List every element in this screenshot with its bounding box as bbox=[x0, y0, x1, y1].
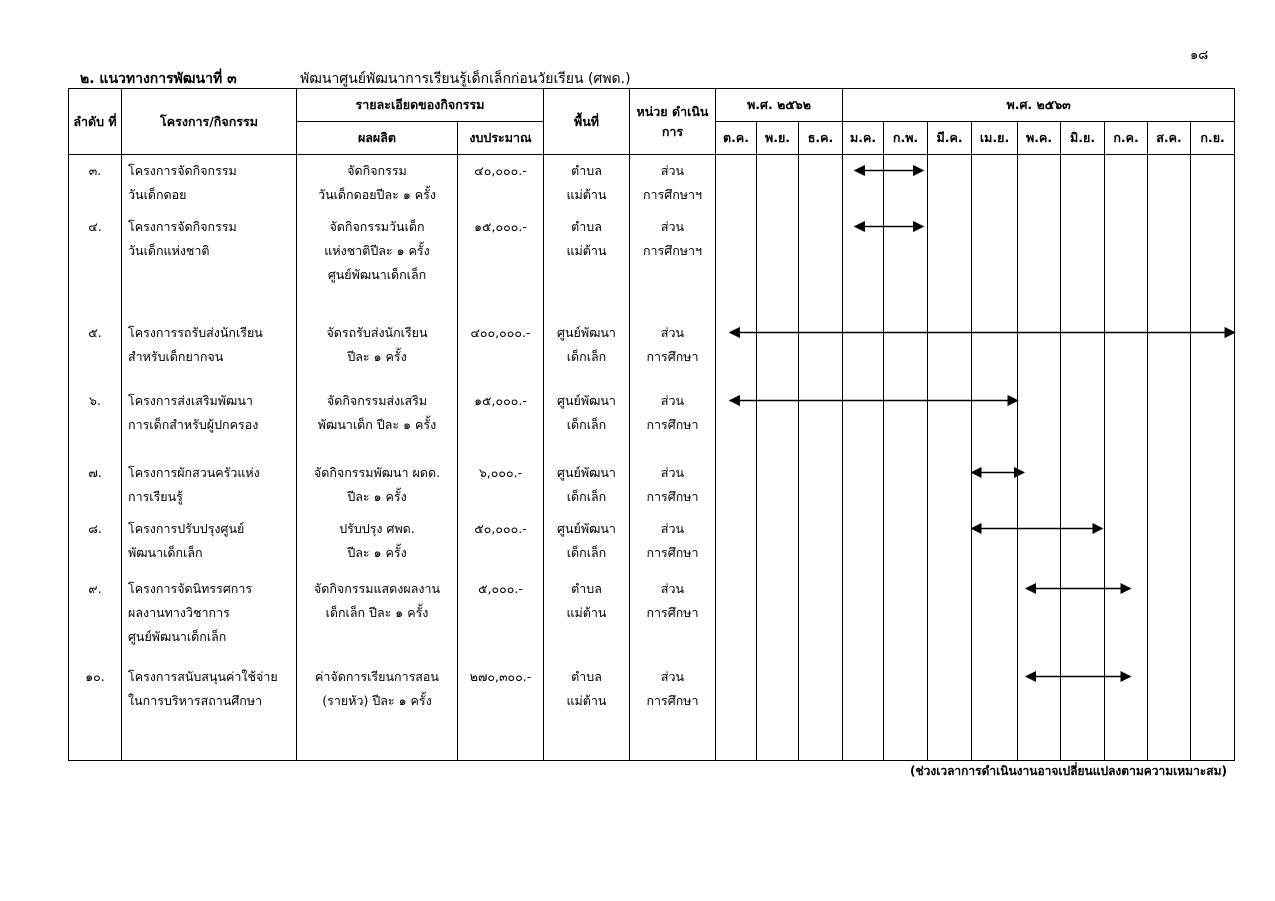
month-cell bbox=[1018, 155, 1061, 211]
responsible-unit bbox=[630, 317, 716, 385]
cell-line: เด็กเล็ก bbox=[566, 544, 607, 560]
header-details: รายละเอียดของกิจกรรม bbox=[297, 89, 544, 122]
month-cell bbox=[757, 513, 799, 573]
month-cell bbox=[1061, 513, 1105, 573]
cell-line: โครงการปรับปรุงศูนย์ bbox=[128, 520, 245, 536]
month-cell bbox=[972, 155, 1018, 211]
month-cell bbox=[1105, 155, 1148, 211]
header-month: ธ.ค. bbox=[799, 122, 843, 155]
row-number: ๘. bbox=[69, 513, 122, 573]
month-cell bbox=[884, 211, 928, 317]
month-cell bbox=[1148, 513, 1191, 573]
cell-line: ส่วน bbox=[660, 324, 685, 340]
area bbox=[544, 385, 630, 457]
table-row bbox=[69, 513, 1235, 573]
month-cell bbox=[928, 211, 972, 317]
project-name bbox=[122, 573, 297, 661]
month-cell bbox=[716, 211, 757, 317]
cell-line: โครงการสนับสนุนค่าใช้จ่าย bbox=[128, 668, 278, 684]
cell-line: ส่วน bbox=[660, 464, 685, 480]
cell-line: การศึกษา bbox=[646, 416, 699, 432]
month-cell bbox=[884, 573, 928, 661]
month-cell bbox=[928, 457, 972, 513]
cell-line: จัดกิจกรรมพัฒนา ผดด. bbox=[313, 464, 441, 480]
month-cell bbox=[928, 573, 972, 661]
month-cell bbox=[1191, 513, 1235, 573]
cell-line: วันเด็กดอย bbox=[128, 187, 187, 202]
month-cell bbox=[1061, 317, 1105, 385]
header-month: เม.ย. bbox=[972, 122, 1018, 155]
project-name bbox=[122, 155, 297, 211]
cell-line: ปีละ ๑ ครั้ง bbox=[347, 544, 407, 560]
cell-line: โครงการผักสวนครัวแห่ง bbox=[128, 464, 260, 480]
row-number: ๙. bbox=[69, 573, 122, 661]
cell-line: แม่ต้าน bbox=[566, 187, 607, 202]
cell-line: ศูนย์พัฒนา bbox=[557, 392, 616, 408]
output-description bbox=[297, 457, 458, 513]
cell-line: ปรับปรุง ศพด. bbox=[339, 520, 415, 536]
header-unit: หน่วย ดำเนินการ bbox=[630, 89, 716, 155]
responsible-unit bbox=[630, 385, 716, 457]
cell-line: โครงการส่งเสริมพัฒนา bbox=[128, 392, 253, 408]
month-cell bbox=[1105, 573, 1148, 661]
project-name bbox=[122, 513, 297, 573]
cell-line: พัฒนาเด็ก ปีละ ๑ ครั้ง bbox=[317, 416, 437, 432]
responsible-unit bbox=[630, 457, 716, 513]
month-cell bbox=[928, 385, 972, 457]
cell-line: จัดกิจกรรมส่งเสริม bbox=[326, 392, 428, 408]
month-cell bbox=[757, 573, 799, 661]
month-cell bbox=[1148, 211, 1191, 317]
section-subheading: พัฒนาศูนย์พัฒนาการเรียนรู้เด็กเล็กก่อนวัยเรียน (ศพด.) bbox=[300, 71, 631, 87]
month-cell bbox=[843, 661, 884, 761]
header-month: ส.ค. bbox=[1148, 122, 1191, 155]
project-name bbox=[122, 661, 297, 761]
month-cell bbox=[799, 211, 843, 317]
month-cell bbox=[884, 155, 928, 211]
month-cell bbox=[1105, 317, 1148, 385]
month-cell bbox=[716, 573, 757, 661]
month-cell bbox=[799, 661, 843, 761]
month-cell bbox=[1148, 155, 1191, 211]
month-cell bbox=[884, 457, 928, 513]
cell-line: การศึกษาฯ bbox=[642, 242, 703, 258]
month-cell bbox=[757, 155, 799, 211]
project-name bbox=[122, 211, 297, 317]
month-cell bbox=[928, 661, 972, 761]
cell-line: พัฒนาเด็กเล็ก bbox=[128, 544, 203, 560]
month-cell bbox=[1191, 457, 1235, 513]
cell-line: การศึกษา bbox=[646, 692, 699, 708]
month-cell bbox=[1061, 457, 1105, 513]
month-cell bbox=[799, 573, 843, 661]
cell-line: การเรียนรู้ bbox=[128, 488, 183, 504]
table-row bbox=[69, 211, 1235, 317]
table-row bbox=[69, 155, 1235, 211]
responsible-unit bbox=[630, 513, 716, 573]
month-cell bbox=[1018, 513, 1061, 573]
month-cell bbox=[972, 385, 1018, 457]
output-description bbox=[297, 573, 458, 661]
month-cell bbox=[716, 155, 757, 211]
cell-line: โครงการจัดนิทรรศการ bbox=[128, 580, 253, 596]
month-cell bbox=[1191, 317, 1235, 385]
cell-line: เด็กเล็ก bbox=[566, 416, 607, 432]
output-description bbox=[297, 211, 458, 317]
table-row bbox=[69, 573, 1235, 661]
month-cell bbox=[972, 317, 1018, 385]
header-budget: งบประมาณ bbox=[458, 122, 544, 155]
cell-line: แม่ต้าน bbox=[566, 692, 607, 708]
month-cell bbox=[1018, 211, 1061, 317]
cell-line: ค่าจัดการเรียนการสอน bbox=[315, 668, 439, 684]
header-month: พ.ค. bbox=[1018, 122, 1061, 155]
month-cell bbox=[1148, 385, 1191, 457]
month-cell bbox=[843, 385, 884, 457]
header-month: ม.ค. bbox=[843, 122, 884, 155]
row-number: ๔. bbox=[69, 211, 122, 317]
cell-line: ผลงานทางวิชาการ bbox=[128, 604, 230, 620]
header-month: พ.ย. bbox=[757, 122, 799, 155]
cell-line: เด็กเล็ก bbox=[566, 348, 607, 364]
month-cell bbox=[928, 513, 972, 573]
month-cell bbox=[799, 513, 843, 573]
cell-line: การศึกษา bbox=[646, 488, 699, 504]
cell-line: ส่วน bbox=[660, 218, 685, 234]
cell-line: สำหรับเด็กยากจน bbox=[128, 348, 224, 364]
month-cell bbox=[928, 155, 972, 211]
output-description bbox=[297, 661, 458, 761]
month-cell bbox=[1191, 211, 1235, 317]
month-cell bbox=[799, 385, 843, 457]
header-year-2563: พ.ศ. ๒๕๖๓ bbox=[843, 89, 1235, 122]
budget: ๒๗๐,๓๐๐.- bbox=[458, 661, 544, 761]
header-month: มี.ค. bbox=[928, 122, 972, 155]
responsible-unit bbox=[630, 573, 716, 661]
project-name bbox=[122, 457, 297, 513]
area bbox=[544, 155, 630, 211]
budget: ๑๕,๐๐๐.- bbox=[458, 385, 544, 457]
month-cell bbox=[1191, 661, 1235, 761]
header-month: ก.ค. bbox=[1105, 122, 1148, 155]
area bbox=[544, 513, 630, 573]
header-year-2562: พ.ศ. ๒๕๖๒ bbox=[716, 89, 843, 122]
month-cell bbox=[972, 211, 1018, 317]
month-cell bbox=[928, 317, 972, 385]
cell-line: ปีละ ๑ ครั้ง bbox=[347, 348, 407, 364]
month-cell bbox=[884, 317, 928, 385]
month-cell bbox=[1018, 573, 1061, 661]
month-cell bbox=[1061, 155, 1105, 211]
cell-line: การศึกษา bbox=[646, 604, 699, 620]
month-cell bbox=[884, 661, 928, 761]
cell-line: จัดกิจกรรมวันเด็ก bbox=[329, 218, 425, 234]
header-month: ก.ย. bbox=[1191, 122, 1235, 155]
area bbox=[544, 211, 630, 317]
cell-line: ศูนย์พัฒนา bbox=[557, 324, 616, 340]
cell-line: เด็กเล็ก ปีละ ๑ ครั้ง bbox=[325, 604, 429, 620]
month-cell bbox=[1105, 457, 1148, 513]
month-cell bbox=[884, 385, 928, 457]
month-cell bbox=[843, 155, 884, 211]
cell-line: ศูนย์พัฒนาเด็กเล็ก bbox=[327, 266, 427, 282]
month-cell bbox=[972, 573, 1018, 661]
cell-line: ตำบล bbox=[571, 580, 602, 596]
month-cell bbox=[716, 513, 757, 573]
month-cell bbox=[1018, 317, 1061, 385]
cell-line: วันเด็กดอยปีละ ๑ ครั้ง bbox=[318, 187, 436, 202]
area bbox=[544, 661, 630, 761]
cell-line: ตำบล bbox=[571, 218, 602, 234]
header-month: มิ.ย. bbox=[1061, 122, 1105, 155]
month-cell bbox=[757, 385, 799, 457]
month-cell bbox=[716, 385, 757, 457]
cell-line: การศึกษาฯ bbox=[642, 187, 703, 202]
cell-line: โครงการจัดกิจกรรม bbox=[128, 218, 237, 234]
cell-line: การเด็กสำหรับผู้ปกครอง bbox=[128, 416, 259, 432]
output-description bbox=[297, 385, 458, 457]
cell-line: แม่ต้าน bbox=[566, 604, 607, 620]
cell-line: ส่วน bbox=[660, 520, 685, 536]
cell-line: วันเด็กแห่งชาติ bbox=[128, 242, 210, 258]
row-number: ๓. bbox=[69, 155, 122, 211]
output-description bbox=[297, 513, 458, 573]
output-description bbox=[297, 155, 458, 211]
table-row bbox=[69, 661, 1235, 761]
cell-line: โครงการจัดกิจกรรม bbox=[128, 163, 237, 178]
header-no: ลำดับ ที่ bbox=[69, 89, 122, 155]
cell-line: โครงการรถรับส่งนักเรียน bbox=[128, 324, 263, 340]
month-cell bbox=[716, 457, 757, 513]
cell-line: การศึกษา bbox=[646, 348, 699, 364]
month-cell bbox=[843, 573, 884, 661]
budget: ๔๐,๐๐๐.- bbox=[458, 155, 544, 211]
month-cell bbox=[843, 211, 884, 317]
cell-line: ศูนย์พัฒนาเด็กเล็ก bbox=[128, 628, 227, 644]
month-cell bbox=[799, 155, 843, 211]
footnote: (ช่วงเวลาการดำเนินงานอาจเปลี่ยนแปลงตามความเหมาะสม) bbox=[910, 764, 1227, 778]
month-cell bbox=[1061, 385, 1105, 457]
month-cell bbox=[1105, 385, 1148, 457]
table-row bbox=[69, 457, 1235, 513]
month-cell bbox=[1061, 661, 1105, 761]
area bbox=[544, 317, 630, 385]
cell-line: จัดรถรับส่งนักเรียน bbox=[326, 324, 428, 340]
month-cell bbox=[716, 317, 757, 385]
responsible-unit bbox=[630, 211, 716, 317]
month-cell bbox=[1191, 155, 1235, 211]
cell-line: ในการบริหารสถานศึกษา bbox=[128, 692, 263, 708]
budget: ๕,๐๐๐.- bbox=[458, 573, 544, 661]
output-description bbox=[297, 317, 458, 385]
month-cell bbox=[1191, 385, 1235, 457]
cell-line: จัดกิจกรรมแสดงผลงาน bbox=[313, 580, 441, 596]
cell-line: จัดกิจกรรม bbox=[347, 163, 407, 178]
section-heading: ๒. แนวทางการพัฒนาที่ ๓ bbox=[80, 71, 237, 87]
cell-line: (รายหัว) ปีละ ๑ ครั้ง bbox=[322, 692, 432, 708]
month-cell bbox=[843, 457, 884, 513]
month-cell bbox=[972, 457, 1018, 513]
month-cell bbox=[1148, 573, 1191, 661]
cell-line: แห่งชาติปีละ ๑ ครั้ง bbox=[324, 242, 430, 258]
area bbox=[544, 457, 630, 513]
header-project: โครงการ/กิจกรรม bbox=[122, 89, 297, 155]
budget: ๑๕,๐๐๐.- bbox=[458, 211, 544, 317]
project-name bbox=[122, 385, 297, 457]
cell-line: ส่วน bbox=[660, 163, 685, 178]
table-row bbox=[69, 317, 1235, 385]
month-cell bbox=[1148, 661, 1191, 761]
header-area: พื้นที่ bbox=[544, 89, 630, 155]
month-cell bbox=[1148, 317, 1191, 385]
activity-plan-table bbox=[68, 88, 1235, 761]
month-cell bbox=[843, 513, 884, 573]
project-name bbox=[122, 317, 297, 385]
month-cell bbox=[1018, 385, 1061, 457]
cell-line: ส่วน bbox=[660, 668, 685, 684]
header-month: ต.ค. bbox=[716, 122, 757, 155]
month-cell bbox=[799, 317, 843, 385]
month-cell bbox=[716, 661, 757, 761]
budget: ๖,๐๐๐.- bbox=[458, 457, 544, 513]
budget: ๕๐,๐๐๐.- bbox=[458, 513, 544, 573]
month-cell bbox=[1148, 457, 1191, 513]
cell-line: เด็กเล็ก bbox=[566, 488, 607, 504]
cell-line: ตำบล bbox=[571, 668, 602, 684]
header-output: ผลผลิต bbox=[297, 122, 458, 155]
row-number: ๕. bbox=[69, 317, 122, 385]
month-cell bbox=[1105, 211, 1148, 317]
cell-line: ปีละ ๑ ครั้ง bbox=[347, 488, 407, 504]
cell-line: ตำบล bbox=[571, 163, 602, 178]
area bbox=[544, 573, 630, 661]
month-cell bbox=[1105, 661, 1148, 761]
month-cell bbox=[884, 513, 928, 573]
row-number: ๗. bbox=[69, 457, 122, 513]
row-number: ๖. bbox=[69, 385, 122, 457]
month-cell bbox=[1191, 573, 1235, 661]
table-row bbox=[69, 385, 1235, 457]
month-cell bbox=[972, 661, 1018, 761]
month-cell bbox=[1061, 573, 1105, 661]
responsible-unit bbox=[630, 661, 716, 761]
month-cell bbox=[757, 457, 799, 513]
cell-line: แม่ต้าน bbox=[566, 242, 607, 258]
month-cell bbox=[757, 211, 799, 317]
month-cell bbox=[843, 317, 884, 385]
cell-line: ส่วน bbox=[660, 580, 685, 596]
cell-line: การศึกษา bbox=[646, 544, 699, 560]
cell-line: ส่วน bbox=[660, 392, 685, 408]
responsible-unit bbox=[630, 155, 716, 211]
month-cell bbox=[1018, 457, 1061, 513]
page-number: ๑๘ bbox=[1190, 48, 1209, 63]
month-cell bbox=[799, 457, 843, 513]
month-cell bbox=[757, 661, 799, 761]
cell-line: ศูนย์พัฒนา bbox=[557, 464, 616, 480]
row-number: ๑๐. bbox=[69, 661, 122, 761]
budget: ๔๐๐,๐๐๐.- bbox=[458, 317, 544, 385]
cell-line: ศูนย์พัฒนา bbox=[557, 520, 616, 536]
month-cell bbox=[757, 317, 799, 385]
month-cell bbox=[1105, 513, 1148, 573]
header-month: ก.พ. bbox=[884, 122, 928, 155]
month-cell bbox=[1018, 661, 1061, 761]
month-cell bbox=[972, 513, 1018, 573]
month-cell bbox=[1061, 211, 1105, 317]
